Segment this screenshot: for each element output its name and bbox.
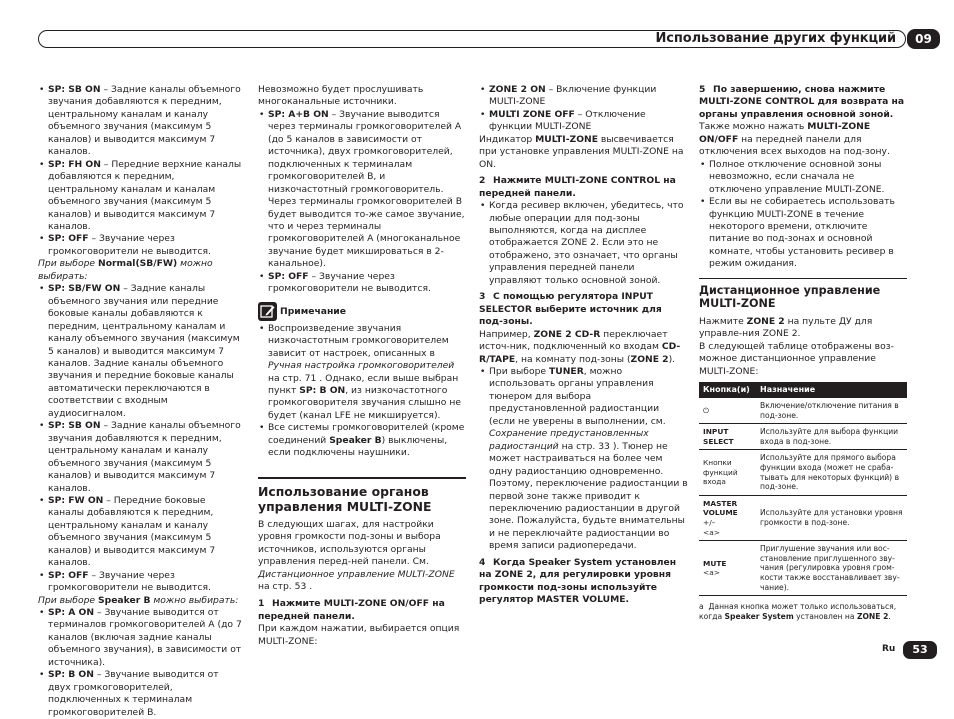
list-item: • SP: OFF – Звучание через громкоговорители не выводится. bbox=[38, 233, 243, 258]
table-cell: Используйте для выбора функции входа в под-зоне. bbox=[756, 424, 907, 450]
paragraph: Индикатор MULTI-ZONE высвечивается при установке управления MULTI-ZONE на ON. bbox=[479, 133, 684, 170]
paragraph: При каждом нажатии, выбирается опция MULTI-ZONE: bbox=[258, 623, 460, 647]
column-1 bbox=[38, 84, 243, 719]
table-cell-key: Кнопки функций входа bbox=[699, 450, 756, 495]
list-item: • Если вы не собираетесь использовать функцию MULTI-ZONE в течение некоторого времени, отключите питание во под-зонах и основной комнате, чтобы установить ресивер в режим ожидания. bbox=[699, 196, 907, 271]
column-3 bbox=[479, 84, 688, 607]
chapter-badge: 09 bbox=[907, 29, 940, 49]
step-heading: 4 Когда Speaker System установлен на ZONE 2, для регулировки уровня громкости под-зоны используйте регулятор MASTER VOLUME. bbox=[479, 556, 677, 606]
list-item: • ZONE 2 ON – Включение функции MULTI-ZONE bbox=[479, 84, 688, 109]
list-item: • Когда ресивер включен, убедитесь, что любые операции для под-зоны выполняются, когда на дисплее отображается ZONE 2. Если это не отображено, это означает, что органы управления передней панели управляют только основной зоной. bbox=[479, 200, 688, 287]
list-item: • SP: FW ON – Передние боковые каналы добавляются к передним, центральному каналам и каналу объемного звучания (максимум 5 каналов) и выводится максимум 7 каналов. bbox=[38, 495, 243, 570]
page-number: 53 bbox=[903, 641, 937, 659]
power-icon: ⏻ bbox=[699, 398, 756, 424]
paragraph: Например, ZONE 2 CD-R переключает источ-ник, подключенный ко входам CD-R/TAPE, на комнату под-зоны (ZONE 2). bbox=[479, 328, 681, 365]
column-4 bbox=[699, 84, 907, 622]
remote-buttons-table bbox=[699, 382, 907, 596]
section-rule bbox=[258, 477, 466, 479]
paragraph: Также можно нажать MULTI-ZONE ON/OFF на передней панели для отключения всех выходов на под-зону. bbox=[699, 121, 890, 158]
list-item: • SP: OFF – Звучание через громкоговорители не выводится. bbox=[258, 271, 466, 296]
list-item: • SP: OFF – Звучание через громкоговорители не выводится. bbox=[38, 570, 243, 595]
list-item: • Полное отключение основной зоны невозможно, если сначала не отключено управление MULTI-ZONE. bbox=[699, 159, 907, 196]
selection-intro: При выборе Normal(SB/FW) можно выбирать: bbox=[38, 258, 213, 282]
section-rule bbox=[699, 278, 907, 279]
table-row bbox=[699, 495, 907, 540]
paragraph: В следующих шагах, для настройки уровня громкости под-зоны и выбора источников, используются органы управления перед-ней панели. См. Дистанционное управление MULTI-ZONE на стр. 53 . bbox=[258, 518, 455, 592]
table-row bbox=[699, 424, 907, 450]
table-row bbox=[699, 541, 907, 596]
table-cell: Приглушение звучания или вос-становление приглушенного зву-чания (регулировка уровня гром-кости также восстанавливает зву-чание). bbox=[756, 541, 907, 596]
step-heading: 1 Нажмите MULTI-ZONE ON/OFF на передней панели. bbox=[258, 598, 445, 622]
language-label: Ru bbox=[882, 644, 896, 654]
list-item: • SP: SB/FW ON – Задние каналы объемного звучания или передние боковые каналы добавляются к передним, центральному каналам и каналу объемного звучания (максимум 5 каналов) и выводится максимум 7 каналов. Задние каналы объемного звучания и передние боковые каналы автоматически переключаются в соответствии с входным аудиосигналом. bbox=[38, 283, 243, 420]
column-2 bbox=[258, 84, 466, 648]
table-row bbox=[699, 450, 907, 495]
table-cell-key: INPUT SELECT bbox=[699, 424, 756, 450]
step-heading: 3 С помощью регулятора INPUT SELECTOR выберите источник для под-зоны. bbox=[479, 291, 662, 328]
paragraph: Нажмите ZONE 2 на пульте ДУ для управле-ния ZONE 2. bbox=[699, 315, 873, 340]
table-cell: Включение/отключение питания в под-зоне. bbox=[756, 398, 907, 424]
list-item: • SP: SB ON – Задние каналы объемного звучания добавляются к передним, центральному каналам и каналу объемного звучания (максимум 5 каналов) и выводится максимум 7 каналов. bbox=[38, 420, 243, 495]
section-heading: Дистанционное управление MULTI-ZONE bbox=[699, 283, 881, 311]
list-item: • MULTI ZONE OFF – Отключение функции MULTI-ZONE bbox=[479, 109, 688, 134]
table-cell: Используйте для установки уровня громкости в под-зоне. bbox=[756, 495, 907, 540]
step-heading: 2 Нажмите MULTI-ZONE CONTROL на передней панели. bbox=[479, 175, 676, 199]
table-cell-key: MUTE <a> bbox=[699, 541, 756, 596]
table-header-row bbox=[699, 382, 907, 398]
paragraph: В следующей таблице отображены воз-можное дистанционное управление MULTI-ZONE: bbox=[699, 340, 894, 377]
column-header-buttons: Кнопка(и) bbox=[699, 382, 756, 398]
note-heading: Примечание bbox=[258, 302, 466, 321]
table-cell-key: MASTER VOLUME +/– <a> bbox=[699, 495, 756, 540]
section-heading: Использование органов управления MULTI-ZONE bbox=[258, 483, 432, 514]
table-footnote: a Данная кнопка может только использоваться, когда Speaker System установлен на ZONE 2. bbox=[699, 602, 897, 622]
list-item: • SP: A+B ON – Звучание выводится через терминалы громкоговорителей A (до 5 каналов в зависимости от источника), двух громкоговорителей, подключенных к терминалам громкоговорителей B, и низкочастотный громкоговоритель. Через терминалы громкоговорителей B будет выводится то-же самое звучание, что и через терминалы громкоговорителей A (многоканальное звучание будет микшироваться в 2-канальное). bbox=[258, 109, 466, 271]
note-item: • Все системы громкоговорителей (кроме соединений Speaker B) выключены, если подключены наушники. bbox=[258, 422, 466, 459]
list-item: • SP: FH ON – Передние верхние каналы добавляются к передним, центральному каналам и каналам объемного звучания (максимум 5 каналов) и выводится максимум 7 каналов. bbox=[38, 159, 243, 234]
table-row bbox=[699, 398, 907, 424]
list-item: • SP: A ON – Звучание выводится от терминалов громкоговорителей A (до 7 каналов (включая задние каналы объемного звучания), в зависимости от источника). bbox=[38, 607, 243, 669]
list-item: • SP: B ON – Звучание выводится от двух громкоговорителей, подключенных к терминалам громкоговорителей B. bbox=[38, 669, 243, 719]
list-item: • SP: SB ON – Задние каналы объемного звучания добавляются к передним, центральному каналам и каналу объемного звучания (максимум 5 каналов) и выводится максимум 7 каналов. bbox=[38, 84, 243, 159]
table-cell: Используйте для прямого выбора функции входа (может не сраба-тывать для некоторых функций) в под-зоне. bbox=[756, 450, 907, 495]
note-item: • Воспроизведение звучания низкочастотным громкоговорителем зависит от настроек, описанных в Ручная настройка громкоговорителей на стр. 71 . Однако, если выше выбран пункт SP: B ON, из низкочастотного громкоговорителя звучания слышно не будет (канал LFE не микшируется). bbox=[258, 323, 466, 423]
selection-intro: При выборе Speaker B можно выбирать: bbox=[38, 594, 239, 606]
step-heading: 5 По завершению, снова нажмите MULTI-ZONE CONTROL для возврата на органы управления основной зоной. bbox=[699, 84, 905, 120]
list-item: • При выборе TUNER, можно использовать органы управления тюнером для выбора предустановленной радиостанции (если не уверены в выполнении, см. Сохранение предустановленных радиостанций на стр. 33 ). Тюнер не может настраиваться на более чем одну радиостанцию одновременно. Поэтому, переключение радиостанции в первой зоне также приводит к переключению радиостанции в другой зоне. Пожалуйста, будьте внимательны и не переключайте радиостанции во время записи радиопередачи. bbox=[479, 366, 688, 553]
note-pencil-icon bbox=[258, 302, 277, 321]
section-title: Использование других функций bbox=[655, 31, 896, 46]
column-header-purpose: Назначение bbox=[756, 382, 907, 398]
paragraph: Невозможно будет прослушивать многоканальные источники. bbox=[258, 84, 424, 108]
